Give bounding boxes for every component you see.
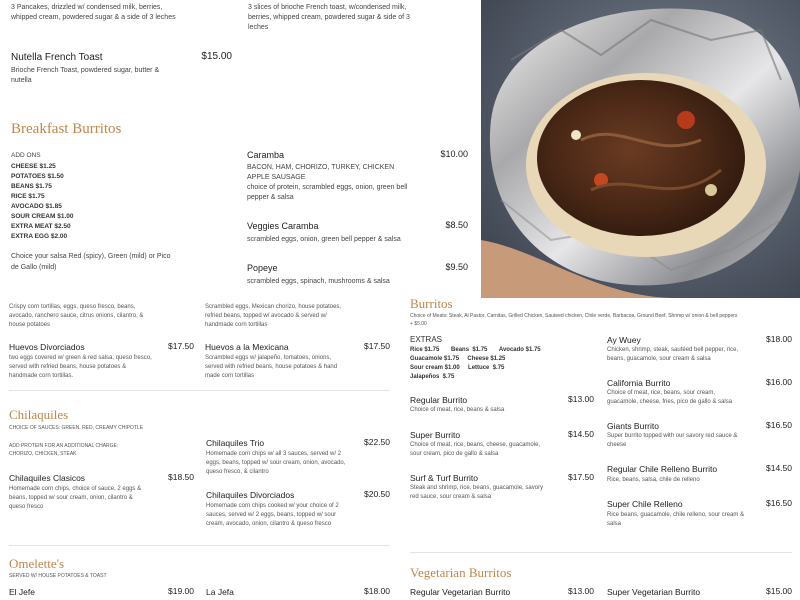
huevos-divorciados-description: two eggs covered w/ green & red salsa, queso fresco, served with refried beans, house potatoes & handmade corn tortillas.	[9, 355, 152, 379]
caramba-description: BACON, HAM, CHORIZO, TURKEY, CHICKEN APPLE SAUSAGE choice of protein, scrambled eggs, onion, green bell pepper & salsa	[247, 164, 408, 201]
protein-note: ADD PROTEIN FOR AN ADDITIONAL CHARGE: CHORIZO, CHICKEN, STEAK	[9, 443, 119, 457]
chilaquiles-trio-name: Chilaquiles Trio	[206, 438, 265, 448]
addon-item: POTATOES $1.50	[11, 173, 64, 180]
surf-turf-burrito-price: $17.50	[568, 472, 594, 482]
salsa-note: Choice your salsa Red (spicy), Green (mild) or Pico de Gallo (mild)	[11, 253, 171, 271]
super-burrito-price: $14.50	[568, 429, 594, 439]
regular-chile-relleno-price: $14.50	[766, 463, 792, 473]
el-jefe-price: $19.00	[168, 586, 194, 596]
burrito-photo	[481, 0, 800, 298]
nutella-french-toast-description: Brioche French Toast, powdered sugar, butter & nutella	[11, 67, 160, 84]
chilaquiles-divorciados-description: Homemade corn chips cooked w/ your choice of 2 sauces, served w/ 2 eggs, beans, topped w/ sour cream, avocado, onion, cilantro & queso fresco	[206, 503, 339, 527]
la-jefa-price: $18.00	[364, 586, 390, 596]
extras-row: Guacamole $1.75 Cheese $1.25	[410, 356, 506, 362]
nutella-french-toast-name: Nutella French Toast	[11, 52, 103, 63]
chilaquiles-trio-description: Homemade corn chips w/ all 3 sauces, served w/ 2 eggs, beans, topped w/ sour cream, onion, avocado, queso fresco, & cilantro	[206, 451, 346, 475]
huevos-divorciados-price: $17.50	[168, 341, 194, 351]
divider	[9, 390, 390, 391]
giants-burrito-name: Giants Burrito	[607, 421, 659, 431]
giants-burrito-price: $16.50	[766, 420, 792, 430]
chilaquiles-divorciados-price: $20.50	[364, 489, 390, 499]
breakfast-burritos-title: Breakfast Burritos	[11, 121, 122, 137]
super-chile-relleno-price: $16.50	[766, 498, 792, 508]
regular-burrito-price: $13.00	[568, 394, 594, 404]
ay-wuey-description: Chicken, shrimp, steak, sautéed bell pepper, rice, beans, guacamole, sour cream & salsa	[607, 347, 739, 362]
addon-item: EXTRA EGG $2.00	[11, 233, 68, 240]
california-burrito-name: California Burrito	[607, 378, 671, 388]
addon-item: BEANS $1.75	[11, 183, 52, 190]
popeye-description: scrambled eggs, spinach, mushrooms & salsa	[247, 278, 390, 285]
popeye-price: $9.50	[445, 262, 468, 272]
chilaquiles-clasicos-name: Chilaquiles Clasicos	[9, 473, 86, 483]
addon-item: EXTRA MEAT $2.50	[11, 223, 71, 230]
extras-label: EXTRAS	[410, 335, 443, 344]
chilaquiles-divorciados-name: Chilaquiles Divorciados	[206, 490, 295, 500]
regular-burrito-description: Choice of meat, rice, beans & salsa	[410, 407, 505, 413]
chilaquiles-subtitle: CHOICE OF SAUCES: GREEN, RED, CREAMY CHIPOTLE	[9, 425, 144, 431]
regular-vegetarian-burrito-price: $13.00	[568, 586, 594, 596]
super-burrito-description: Choice of meat, rice, beans, cheese, guacamole, sour cream, pico de gallo & salsa	[410, 442, 541, 457]
extras-row: Jalapeños $.75	[410, 374, 455, 380]
omelettes-subtitle: SERVED W/ HOUSE POTATOES & TOAST	[9, 573, 107, 579]
mexicana-top-description: Scrambled eggs, Mexican chorizo, house potatoes, refried beans, topped w/ avocado & served w/ handmade corn tortillas	[205, 304, 342, 328]
california-burrito-description: Choice of meat, rice, beans, sour cream, guacamole, cheese, fries, pico de gallo & salsa	[607, 390, 733, 405]
burritos-title: Burritos	[410, 296, 453, 311]
huevos-mexicana-description: Scrambled eggs w/ jalapeño, tomatoes, onions, served with refried beans, house potatoes & hand made corn tortillas	[205, 355, 338, 379]
caramba-price: $10.00	[440, 149, 468, 159]
addon-item: CHEESE $1.25	[11, 163, 56, 170]
addons-label: ADD ONS	[11, 152, 41, 159]
super-chile-relleno-name: Super Chile Relleno	[607, 499, 683, 509]
addon-item: SOUR CREAM $1.00	[11, 213, 74, 220]
super-vegetarian-burrito-price: $15.00	[766, 586, 792, 596]
huevos-mexicana-price: $17.50	[364, 341, 390, 351]
huevos-divorciados-name: Huevos Divorciados	[9, 342, 85, 352]
extras-row: Rice $1.75 Beans $1.75 Avocado $1.75	[410, 347, 541, 353]
pancakes-description: 3 Pancakes, drizzled w/ condensed milk, berries, whipped cream, powdered sugar & a side of 3 leches	[11, 4, 176, 21]
chilaquiles-title: Chilaquiles	[9, 407, 69, 422]
regular-chile-relleno-name: Regular Chile Relleno Burrito	[607, 464, 718, 474]
chilaquiles-clasicos-price: $18.50	[168, 472, 194, 482]
super-burrito-name: Super Burrito	[410, 430, 461, 440]
chilaquiles-trio-price: $22.50	[364, 437, 390, 447]
regular-vegetarian-burrito-name: Regular Vegetarian Burrito	[410, 587, 511, 597]
ay-wuey-price: $18.00	[766, 334, 792, 344]
regular-burrito-name: Regular Burrito	[410, 395, 468, 405]
surf-turf-burrito-name: Surf & Turf Burrito	[410, 473, 479, 483]
omelettes-title: Omelette's	[9, 556, 65, 571]
veggies-caramba-description: scrambled eggs, onion, green bell pepper & salsa	[247, 236, 401, 243]
super-vegetarian-burrito-name: Super Vegetarian Burrito	[607, 587, 701, 597]
chilaquiles-clasicos-description: Homemade corn chips, choice of sauce, 2 eggs & beans, topped w/ sour cream, onion, cilantro & queso fresco	[9, 486, 142, 510]
ay-wuey-name: Ay Wuey	[607, 335, 641, 345]
addons-list	[11, 162, 131, 242]
extras-list	[410, 346, 590, 382]
addon-item: AVOCADO $1.85	[11, 203, 62, 210]
burrito-photo-image	[481, 0, 800, 298]
nutella-french-toast-price: $15.00	[201, 51, 232, 62]
surf-turf-burrito-description: Steak and shrimp, rice, beans, guacamole, savory red sauce, sour cream & salsa	[410, 485, 544, 500]
meats-note: Choice of Meats: Steak, Al Pastor, Carnitas, Grilled Chicken, Sauteed chicken, Chile verde, Barbacoa, Ground Beef, Shrimp w/ onion & bell peppers + $5.00	[410, 313, 738, 327]
california-burrito-price: $16.00	[766, 377, 792, 387]
la-jefa-name: La Jefa	[206, 587, 234, 597]
extras-row: Sour cream $1.00 Lettuce $.75	[410, 365, 505, 371]
veggies-caramba-name: Veggies Caramba	[247, 221, 319, 231]
huevos-mexicana-name: Huevos a la Mexicana	[205, 342, 289, 352]
divider	[9, 545, 390, 546]
el-jefe-name: El Jefe	[9, 587, 35, 597]
popeye-name: Popeye	[247, 263, 278, 273]
addon-item: RICE $1.75	[11, 193, 45, 200]
chilaquiles-top-description: Crispy corn tortillas, eggs, queso fresco, beans, avocado, ranchero sauce, citrus onions, cilantro, & house potatoes	[9, 304, 144, 328]
super-chile-relleno-description: Rice beans, guacamole, chile relleno, sour cream & salsa	[607, 512, 745, 527]
caramba-name: Caramba	[247, 150, 285, 160]
veggies-caramba-price: $8.50	[445, 220, 468, 230]
vegetarian-burritos-title: Vegetarian Burritos	[410, 565, 512, 580]
french-toast-description: 3 slices of brioche French toast, w/condensed milk, berries, whipped cream, powdered sugar & side of 3 leches	[248, 4, 410, 31]
giants-burrito-description: Super burrito topped with our savory red sauce & cheese	[607, 433, 738, 448]
divider	[410, 552, 792, 553]
regular-chile-relleno-description: Rice, beans, salsa, chile de relleno	[607, 477, 700, 483]
